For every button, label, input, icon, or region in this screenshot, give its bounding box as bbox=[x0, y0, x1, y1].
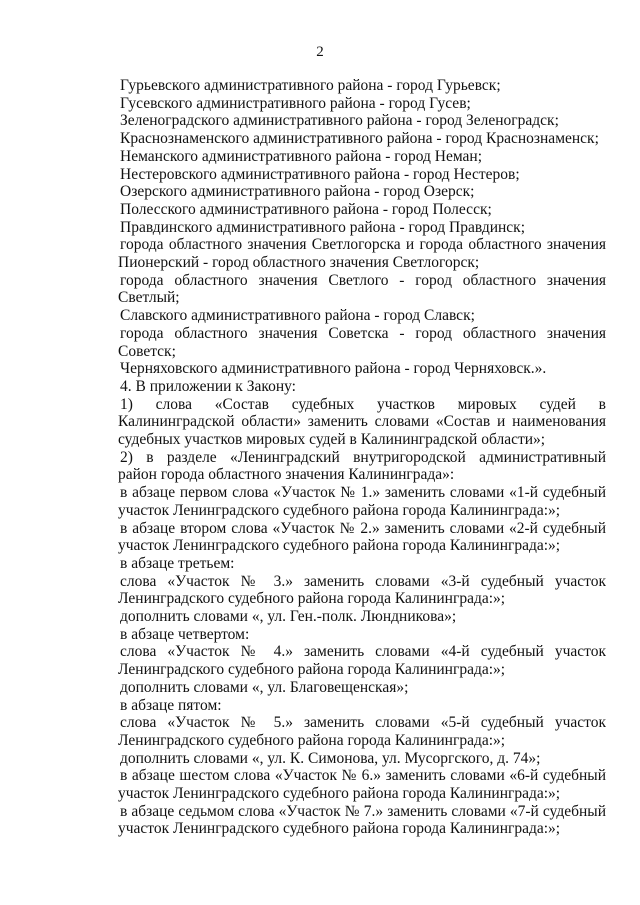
text-line: Зеленоградского административного района - город Зеленоградск; bbox=[120, 112, 559, 130]
text-line: города областного значения Советска - город областного значения bbox=[120, 324, 606, 342]
text-line: Неманского административного района - город Неман; bbox=[120, 147, 483, 165]
text-line: в абзаце шестом слова «Участок № 6.» заменить словами «6-й судебный bbox=[120, 767, 606, 785]
text-line: Светлый; bbox=[118, 289, 180, 307]
text-line: Ленинградского судебного района города Калининграда:»; bbox=[118, 661, 506, 679]
text-line: в абзаце четвертом: bbox=[120, 625, 250, 643]
text-line: Гурьевского административного района - город Гурьевск; bbox=[120, 77, 501, 94]
text-line: Гусевского административного района - город Гусев; bbox=[120, 94, 471, 112]
text-line: Озерского административного района - город Озерск; bbox=[120, 183, 475, 201]
page-number: 2 bbox=[316, 44, 324, 60]
text-line: судебных участков мировых судей в Калининградской области»; bbox=[118, 431, 546, 448]
text-line: Нестеровского административного района - город Нестеров; bbox=[120, 165, 520, 183]
text-line: участок Ленинградского судебного района города Калининграда:»; bbox=[118, 537, 561, 555]
text-line: дополнить словами «, ул. К. Симонова, ул. Мусоргского, д. 74»; bbox=[120, 749, 541, 767]
text-line: Славского административного района - город Славск; bbox=[120, 307, 475, 325]
text-line: слова «Участок № 3.» заменить словами «3-й судебный участок bbox=[120, 572, 606, 590]
text-line: район города областного значения Калининграда»: bbox=[118, 466, 455, 484]
text-line: Правдинского административного района - город Правдинск; bbox=[120, 218, 526, 236]
text-line: Калининградской области» заменить словами «Состав и наименования bbox=[118, 413, 606, 431]
text-line: в абзаце пятом: bbox=[120, 696, 222, 714]
text-line: Черняховского административного района - город Черняховск.». bbox=[120, 360, 547, 378]
text-line: Ленинградского судебного района города Калининграда:»; bbox=[118, 590, 506, 608]
text-line: дополнить словами «, ул. Ген.-полк. Люндникова»; bbox=[120, 608, 457, 625]
text-line: Полесского административного района - город Полесск; bbox=[120, 200, 492, 218]
text-line: в абзаце седьмом слова «Участок № 7.» заменить словами «7-й судебный bbox=[120, 802, 606, 820]
text-line: 2) в разделе «Ленинградский внутригородской административный bbox=[120, 448, 606, 466]
text-line: в абзаце втором слова «Участок № 2.» заменить словами «2-й судебный bbox=[120, 519, 606, 537]
text-line: слова «Участок № 5.» заменить словами «5-й судебный участок bbox=[120, 714, 606, 732]
text-line: 4. В приложении к Закону: bbox=[120, 377, 296, 395]
text-line: дополнить словами «, ул. Благовещенская»; bbox=[120, 678, 409, 696]
text-line: в абзаце третьем: bbox=[120, 554, 235, 572]
text-line: слова «Участок № 4.» заменить словами «4-й судебный участок bbox=[120, 643, 606, 661]
text-line: участок Ленинградского судебного района города Калининграда:»; bbox=[118, 501, 561, 519]
text-line: в абзаце первом слова «Участок № 1.» заменить словами «1-й судебный bbox=[120, 484, 606, 502]
text-line: Краснознаменского административного района - город Краснознаменск; bbox=[120, 130, 599, 148]
text-line: Советск; bbox=[118, 342, 176, 360]
text-line: Пионерский - город областного значения Светлогорск; bbox=[118, 254, 480, 271]
text-line: участок Ленинградского судебного района города Калининграда:»; bbox=[118, 820, 561, 838]
text-line: участок Ленинградского судебного района города Калининграда:»; bbox=[118, 785, 561, 802]
text-line: 1) слова «Состав судебных участков мировых судей в bbox=[120, 395, 606, 413]
text-line: города областного значения Светлого - город областного значения bbox=[120, 271, 606, 289]
text-line: города областного значения Светлогорска и города областного значения bbox=[120, 236, 606, 254]
text-line: Ленинградского судебного района города Калининграда:»; bbox=[118, 731, 506, 749]
